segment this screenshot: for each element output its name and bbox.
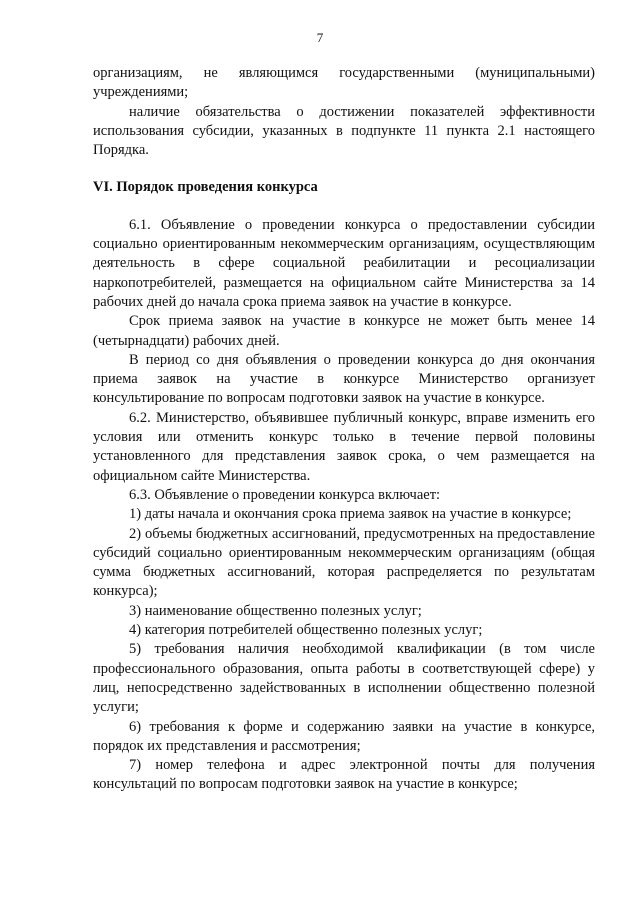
- list-item-3: 3) наименование общественно полезных услуг;: [129, 602, 422, 619]
- page-number: 7: [316, 30, 324, 45]
- list-item-6: 6) требования к форме и содержанию заявки на участие в конкурсе, порядок их представления и рассмотрения;: [93, 718, 595, 754]
- list-item-2: 2) объемы бюджетных ассигнований, предусмотренных на предоставление субсидий социально ориентированным некоммерческим организациям (общая сумма бюджетных ассигнований, которая распределяется по результатам конкурса);: [93, 525, 595, 600]
- list-item-7: 7) номер телефона и адрес электронной почты для получения консультаций по вопросам подготовки заявок на участие в конкурсе;: [93, 757, 595, 793]
- paragraph-6-2: 6.2. Министерство, объявившее публичный конкурс, вправе изменить его условия или отменить конкурс только в течение первой половины установленного для представления заявок срока, о чем размещается на официальном сайте Министерства.: [93, 409, 595, 484]
- paragraph-continuation: организациям, не являющимся государственными (муниципальными) учреждениями;: [93, 65, 595, 101]
- section-heading: VI. Порядок проведения конкурса: [93, 179, 318, 196]
- list-item-4: 4) категория потребителей общественно полезных услуг;: [129, 622, 483, 639]
- paragraph-6-3: 6.3. Объявление о проведении конкурса включает:: [129, 486, 441, 503]
- list-item-1: 1) даты начала и окончания срока приема заявок на участие в конкурсе;: [129, 506, 572, 523]
- paragraph-deadline: Срок приема заявок на участие в конкурсе не может быть менее 14 (четырнадцати) рабочих дней.: [93, 313, 595, 349]
- list-item-5: 5) требования наличия необходимой квалификации (в том числе профессионального образования, опыта работы в соответствующей сфере) у лиц, непосредственно задействованных в исполнении общественно полезной услуги;: [93, 641, 595, 716]
- paragraph-consulting: В период со дня объявления о проведении конкурса до дня окончания приема заявок на участие в конкурсе Министерство организует консультирование по вопросам подготовки заявок на участие в конкурсе.: [93, 351, 595, 407]
- document-body: [93, 64, 595, 795]
- paragraph-6-1: 6.1. Объявление о проведении конкурса о предоставлении субсидии социально ориентированным некоммерческим организациям, осуществляющим деятельность в сфере социальной реабилитации и ресоциализации наркопотребителей, размещается на официальном сайте Министерства за 14 рабочих дней до начала срока приема заявок на участие в конкурсе.: [93, 216, 595, 310]
- paragraph-obligation: наличие обязательства о достижении показателей эффективности использования субсидии, указанных в подпункте 11 пункта 2.1 настоящего Порядка.: [93, 103, 595, 159]
